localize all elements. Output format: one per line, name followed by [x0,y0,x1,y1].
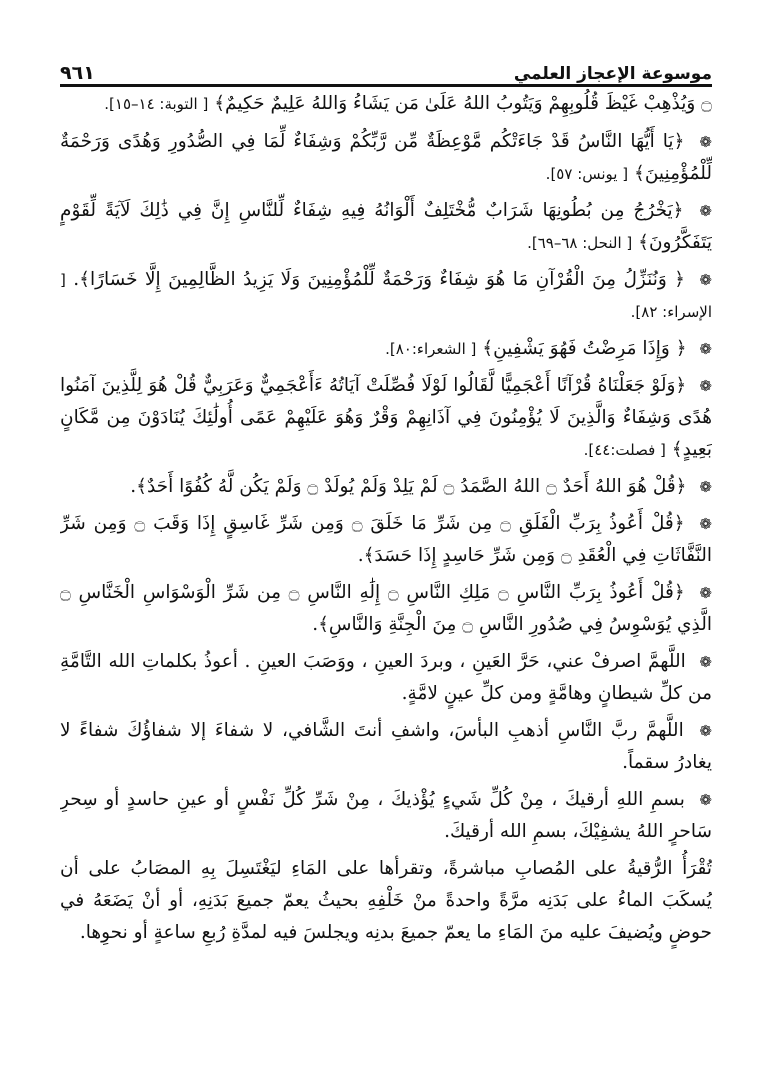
flower-bullet-icon: ❁ [699,653,712,671]
paragraph-1 [60,88,712,120]
flower-bullet-icon: ❁ [699,478,712,496]
page-body [60,88,712,1088]
flower-bullet-icon: ❁ [699,791,712,809]
paragraph-text: ﴿ وَنُنَزِّلُ مِنَ الْقُرْآنِ مَا هُوَ شِفَاءٌ وَرَحْمَةٌ لِّلْمُؤْمِنِينَ وَلَا يَزِيدُ الظَّالِمِينَ إِلَّا خَسَارًا﴾. [73,269,686,290]
paragraph-text: ﴿قُلْ أَعُوذُ بِرَبِّ النَّاسِ ۝ مَلِكِ النَّاسِ ۝ إِلَٰهِ النَّاسِ ۝ مِن شَرِّ الْوَسْوَاسِ الْخَنَّاسِ ۝ الَّذِي يُوَسْوِسُ فِي صُدُورِ النَّاسِ ۝ مِنَ الْجِنَّةِ وَالنَّاسِ﴾. [60,582,712,635]
flower-bullet-icon: ❁ [699,340,712,358]
flower-bullet-icon: ❁ [699,515,712,533]
paragraph-text: ﴿وَلَوْ جَعَلْنَاهُ قُرْآنًا أَعْجَمِيًّا لَّقَالُوا لَوْلَا فُصِّلَتْ آيَاتُهُ ءَأَعْجَمِيٌّ وَعَرَبِيٌّ قُلْ هُوَ لِلَّذِينَ آمَنُوا هُدًى وَشِفَاءٌ وَالَّذِينَ لَا يُؤْمِنُونَ فِي آذَانِهِمْ وَقْرٌ وَهُوَ عَلَيْهِمْ عَمًى أُولَٰئِكَ يُنَادَوْنَ مِن مَّكَانٍ بَعِيدٍ﴾ [60,375,712,460]
page-header [60,40,712,84]
paragraph-10 [60,646,712,710]
flower-bullet-icon: ❁ [699,584,712,602]
paragraph-text: ﴿يَا أَيُّهَا النَّاسُ قَدْ جَاءَتْكُم مَّوْعِظَةٌ مِّن رَّبِّكُمْ وَشِفَاءٌ لِّمَا فِي الصُّدُورِ وَهُدًى وَرَحْمَةٌ لِّلْمُؤْمِنِينَ﴾ [60,131,712,184]
flower-bullet-icon: ❁ [699,377,712,395]
page-number: ٩٦١ [60,62,95,84]
paragraph-text: ﴿ وَإِذَا مَرِضْتُ فَهُوَ يَشْفِينِ﴾ [482,338,687,359]
citation: [ الشعراء:٨٠]. [385,340,477,358]
paragraph-text: ﴿قُلْ هُوَ اللهُ أَحَدٌ ۝ اللهُ الصَّمَدُ ۝ لَمْ يَلِدْ وَلَمْ يُولَدْ ۝ وَلَمْ يَكُن لَّهُ كُفُوًا أَحَدٌ﴾. [130,476,687,497]
citation: [ فصلت:٤٤]. [583,441,666,459]
paragraph-text: تُقْرَأُ الرُّقيةُ على المُصابِ مباشرةً، وتقرأها على المَاءِ ليَغْتَسِلَ بِهِ المصَابُ على أن يُسكَبَ الماءُ على بَدَنِه مرَّةً واحدةً منْ خَلْفِهِ بحيثُ يعمّ جميعَ بَدَنِهِ، أو أنْ يَضَعَهُ في حوضٍ ويُضيفَ عليه منَ المَاءِ ما يعمّ جميعَ بدنِه ويجلسَ فيه لمدَّةِ رُبعِ ساعةٍ أو نحوِها. [60,858,712,943]
paragraph-7 [60,471,712,503]
paragraph-4 [60,264,712,328]
paragraph-text: اللَّهمَّ ربَّ النَّاسِ أذهبِ البأسَ، واشفِ أنتَ الشَّافي، لا شفاءَ إلا شفاؤُكَ شفاءً لا يغادرُ سقماً. [60,720,712,773]
paragraph-6 [60,370,712,466]
paragraph-9 [60,577,712,641]
paragraph-text: ۝ وَيُذْهِبْ غَيْظَ قُلُوبِهِمْ وَيَتُوبُ اللهُ عَلَىٰ مَن يَشَاءُ وَاللهُ عَلِيمٌ حَكِيمٌ﴾ [214,93,712,114]
paragraph-text: ﴿قُلْ أَعُوذُ بِرَبِّ الْفَلَقِ ۝ مِن شَرِّ مَا خَلَقَ ۝ وَمِن شَرِّ غَاسِقٍ إِذَا وَقَبَ ۝ وَمِن شَرِّ النَّفَّاثَاتِ فِي الْعُقَدِ ۝ وَمِن شَرِّ حَاسِدٍ إِذَا حَسَدَ﴾. [60,513,712,566]
header-rule [60,84,712,87]
flower-bullet-icon: ❁ [699,722,712,740]
citation: [ يونس: ٥٧]. [545,165,629,183]
citation: [ النحل: ٦٨–٦٩]. [527,234,633,252]
flower-bullet-icon: ❁ [699,133,712,151]
running-title: موسوعة الإعجاز العلمي [513,64,712,84]
paragraph-11 [60,715,712,779]
paragraph-12 [60,784,712,848]
paragraph-13 [60,853,712,949]
paragraph-8 [60,508,712,572]
paragraph-text: ﴿يَخْرُجُ مِن بُطُونِهَا شَرَابٌ مُّخْتَلِفٌ أَلْوَانُهُ فِيهِ شِفَاءٌ لِّلنَّاسِ إِنَّ فِي ذَٰلِكَ لَآيَةً لِّقَوْمٍ يَتَفَكَّرُونَ﴾ [60,200,712,253]
paragraph-2 [60,126,712,190]
paragraph-3 [60,195,712,259]
citation: [ الإسراء: ٨٢]. [60,271,712,321]
paragraph-text: اللَّهمَّ اصرفْ عني، حَرَّ العَينِ ، وبردَ العينِ ، ووَصَبَ العينِ . أعوذُ بكلماتِ الله التَّامَّةِ من كلِّ شيطانٍ وهامَّةٍ ومن كلِّ عينٍ لامَّةٍ. [60,651,712,704]
paragraph-5 [60,333,712,365]
paragraph-text: بسمِ اللهِ أرقيكَ ، مِنْ كُلِّ شَيءٍ يُؤْذيكَ ، مِنْ شَرِّ كُلِّ نَفْسٍ أو عينِ حاسدٍ أو سِحرِ سَاحرٍ اللهُ يشفِيْكَ، بسمِ الله أرقيكَ. [60,789,712,842]
flower-bullet-icon: ❁ [699,271,712,289]
flower-bullet-icon: ❁ [699,202,712,220]
citation: [ التوبة: ١٤–١٥]. [104,95,209,113]
